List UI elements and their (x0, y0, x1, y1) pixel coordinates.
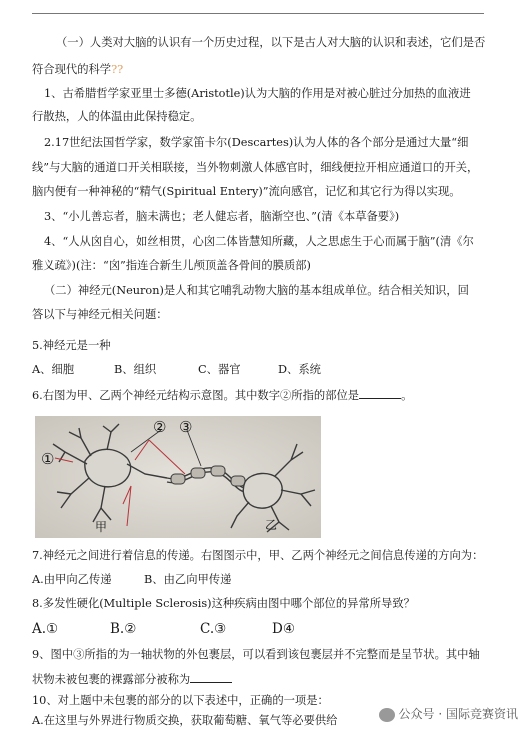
q8-option-c[interactable]: C.③ (200, 621, 227, 637)
item4-line1: 4、“人从囟自心，如丝相贯，心囟二体皆慧知所藏，人之思虑生于心而属于脑”(清《尔 (44, 235, 474, 248)
label-1: ① (41, 450, 55, 468)
part1-intro-text: 符合现代的科学 (32, 63, 112, 76)
q5-option-d[interactable]: D、系统 (278, 363, 321, 376)
header-rule (32, 13, 484, 14)
q9-stem: 状物未被包裹的裸露部分被称为 (32, 673, 191, 686)
part1-intro-line2 (32, 62, 502, 78)
neuron-diagram (35, 416, 321, 538)
part2-intro-line1: （二）神经元(Neuron)是人和其它哺乳动物大脑的基本组成单位。结合相关知识，回 (44, 284, 469, 297)
part2-intro-line2: 答以下与神经元相关问题： (32, 308, 168, 321)
q10-option-a[interactable]: A.在这里与外界进行物质交换，获取葡萄糖、氧气等必要供给 (32, 714, 338, 727)
q7-option-a[interactable]: A.由甲向乙传递 (32, 573, 112, 586)
q7-option-b[interactable]: B、由乙向甲传递 (144, 573, 232, 586)
q8-stem: 8.多发性硬化(Multiple Sclerosis)这种疾病由图中哪个部位的异常所导致？ (32, 597, 415, 610)
label-3: ③ (179, 418, 193, 436)
q8-options (32, 621, 502, 637)
item1-line1: 1、古希腊哲学家亚里士多德(Aristotle)认为大脑的作用是对被心脏过分加热的血液进 (44, 87, 471, 100)
q6-end: 。 (401, 389, 413, 402)
q7-stem: 7.神经元之间进行着信息的传递。右图图示中，甲、乙两个神经元之间信息传递的方向为： (32, 549, 484, 562)
item3: 3、“小儿善忘者，脑未满也；老人健忘者，脑渐空也、”(清《本草备要》) (44, 210, 400, 223)
q10-stem: 10、对上题中未包裹的部分的以下表述中，正确的一项是： (32, 694, 329, 707)
label-yi: 乙 (265, 518, 278, 532)
wechat-icon (379, 708, 395, 722)
q5-options (32, 362, 502, 378)
item1-line2: 行散热，人的体温由此保持稳定。 (32, 110, 202, 123)
neuron-drawing (35, 416, 321, 538)
item2-line3: 脑内便有一种神秘的“精气(Spiritual Entery)”流向感官，记忆和其它行为得以实现。 (32, 185, 461, 198)
q8-option-d[interactable]: D④ (272, 621, 295, 637)
q7-options (32, 572, 502, 588)
label-2: ② (153, 418, 167, 436)
part1-intro-line1: （一）人类对大脑的认识有一个历史过程，以下是古人对大脑的认识和表述，它们是否 (56, 36, 486, 49)
q8-option-b[interactable]: B.② (110, 621, 137, 637)
q5-option-b[interactable]: B、组织 (114, 363, 157, 376)
answer-blank[interactable] (359, 387, 401, 399)
q9-line2 (32, 671, 502, 688)
q5-stem: 5.神经元是一种 (32, 339, 111, 352)
item2-line2: 线”与大脑的通道口开关相联接，当外物刺激人体感官时，细线便拉开相应通道口的开关， (32, 161, 479, 174)
q9-line1: 9、图中③所指的为一轴状物的外包裹层，可以看到该包裹层并不完整而是呈节状。其中轴 (32, 648, 480, 661)
q5-option-a[interactable]: A、细胞 (32, 363, 75, 376)
q5-option-c[interactable]: C、器官 (198, 363, 241, 376)
item2-line1: 2.17世纪法国哲学家，数学家笛卡尔(Descartes)认为人体的各个部分是通过大量“细 (44, 136, 469, 149)
item4-line2: 雅义疏》)(注：“囟”指连合新生儿颅顶盖各骨间的膜质部) (32, 259, 311, 272)
answer-blank[interactable] (190, 671, 232, 683)
watermark (379, 705, 518, 722)
q6-line (32, 387, 502, 404)
label-jia: 甲 (95, 520, 108, 534)
q6-stem: 6.右图为甲、乙两个神经元结构示意图。其中数字②所指的部位是 (32, 389, 360, 402)
q8-option-a[interactable]: A.① (32, 621, 59, 637)
watermark-text: 公众号 · 国际竞赛资讯 (398, 707, 518, 721)
question-marks: ?? (111, 63, 124, 76)
